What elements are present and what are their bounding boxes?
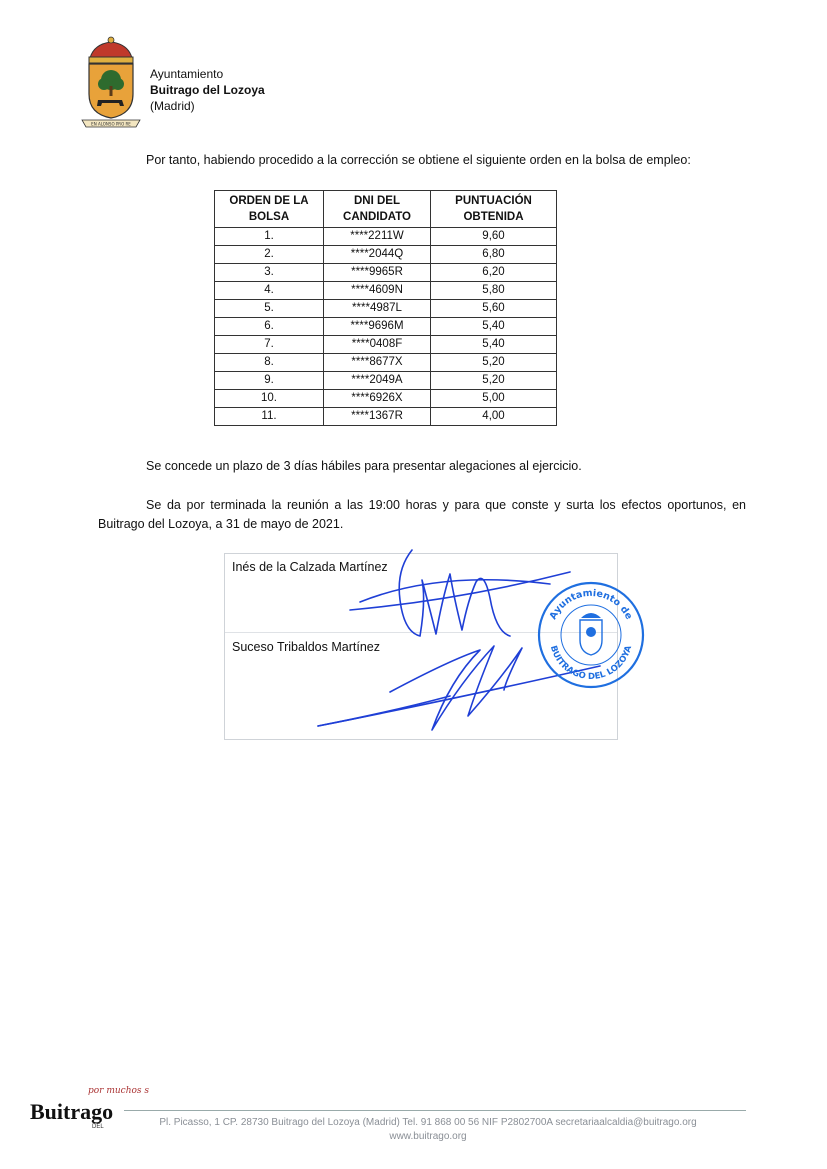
cell-dni: ****8677X xyxy=(324,354,431,372)
table-row xyxy=(215,408,557,426)
svg-text:Ayuntamiento de: Ayuntamiento de xyxy=(547,587,635,622)
svg-text:BUITRAGO DEL LOZOYA: BUITRAGO DEL LOZOYA xyxy=(547,644,635,683)
table-header-row xyxy=(215,191,557,228)
table-row xyxy=(215,300,557,318)
cell-puntuacion: 5,40 xyxy=(431,318,557,336)
table-row xyxy=(215,246,557,264)
cell-orden: 7. xyxy=(215,336,324,354)
org-line-1: Ayuntamiento xyxy=(150,67,224,81)
table-row xyxy=(215,282,557,300)
signer-2-name: Suceso Tribaldos Martínez xyxy=(232,640,380,654)
cell-orden: 8. xyxy=(215,354,324,372)
org-line-2: Buitrago del Lozoya xyxy=(150,83,265,97)
municipal-stamp xyxy=(536,580,646,690)
footer-brand-del: DEL xyxy=(92,1124,104,1130)
footer-website: www.buitrago.org xyxy=(389,1131,467,1142)
signature-2-loop xyxy=(318,696,450,726)
svg-text:EN ALONSO PRO RE: EN ALONSO PRO RE xyxy=(91,121,131,127)
col-header-orden: ORDEN DE LA BOLSA xyxy=(215,191,324,228)
allegations-paragraph: Se concede un plazo de 3 días hábiles para presentar alegaciones al ejercicio. xyxy=(146,459,582,473)
cell-puntuacion: 5,40 xyxy=(431,336,557,354)
cell-dni: ****6926X xyxy=(324,390,431,408)
signature-1-stroke xyxy=(399,550,510,636)
cell-orden: 4. xyxy=(215,282,324,300)
cell-puntuacion: 5,80 xyxy=(431,282,557,300)
cell-dni: ****9696M xyxy=(324,318,431,336)
table-row xyxy=(215,318,557,336)
ranking-table xyxy=(214,190,557,426)
cell-orden: 1. xyxy=(215,228,324,246)
intro-paragraph: Por tanto, habiendo procedido a la corrección se obtiene el siguiente orden en la bolsa de empleo: xyxy=(146,153,691,167)
signer-1-name: Inés de la Calzada Martínez xyxy=(232,560,388,574)
cell-puntuacion: 6,20 xyxy=(431,264,557,282)
col-header-dni: DNI DEL CANDIDATO xyxy=(324,191,431,228)
cell-dni: ****4987L xyxy=(324,300,431,318)
org-line-3: (Madrid) xyxy=(150,99,195,113)
cell-puntuacion: 5,20 xyxy=(431,372,557,390)
municipal-crest-logo xyxy=(80,36,142,128)
cell-dni: ****2211W xyxy=(324,228,431,246)
organization-name xyxy=(150,66,265,114)
cell-puntuacion: 5,00 xyxy=(431,390,557,408)
cell-orden: 2. xyxy=(215,246,324,264)
cell-orden: 11. xyxy=(215,408,324,426)
closing-paragraph-line-1: Se da por terminada la reunión a las 19:00 horas y para que conste y surta los efectos oportunos, en xyxy=(146,498,746,512)
table-row xyxy=(215,264,557,282)
cell-puntuacion: 9,60 xyxy=(431,228,557,246)
cell-puntuacion: 5,60 xyxy=(431,300,557,318)
table-row xyxy=(215,390,557,408)
cell-dni: ****1367R xyxy=(324,408,431,426)
cell-orden: 9. xyxy=(215,372,324,390)
cell-dni: ****4609N xyxy=(324,282,431,300)
cell-orden: 10. xyxy=(215,390,324,408)
cell-puntuacion: 5,20 xyxy=(431,354,557,372)
cell-puntuacion: 6,80 xyxy=(431,246,557,264)
closing-paragraph-line-2: Buitrago del Lozoya, a 31 de mayo de 2021. xyxy=(98,517,344,531)
cell-dni: ****0408F xyxy=(324,336,431,354)
cell-dni: ****9965R xyxy=(324,264,431,282)
cell-puntuacion: 4,00 xyxy=(431,408,557,426)
cell-orden: 5. xyxy=(215,300,324,318)
cell-orden: 6. xyxy=(215,318,324,336)
table-row xyxy=(215,336,557,354)
table-row xyxy=(215,228,557,246)
footer-address: Pl. Picasso, 1 CP. 28730 Buitrago del Lozoya (Madrid) Tel. 91 868 00 56 NIF P2802700A secretariaalcaldia@buitrago.org xyxy=(159,1117,697,1128)
footer-brand-logo: Buitrago xyxy=(30,1099,114,1124)
col-header-puntuacion: PUNTUACIÓN OBTENIDA xyxy=(431,191,557,228)
cell-dni: ****2044Q xyxy=(324,246,431,264)
footer-brand-tagline: por muchos s xyxy=(88,1086,150,1096)
footer-divider xyxy=(124,1110,746,1111)
cell-dni: ****2049A xyxy=(324,372,431,390)
table-row xyxy=(215,372,557,390)
cell-orden: 3. xyxy=(215,264,324,282)
table-row xyxy=(215,354,557,372)
